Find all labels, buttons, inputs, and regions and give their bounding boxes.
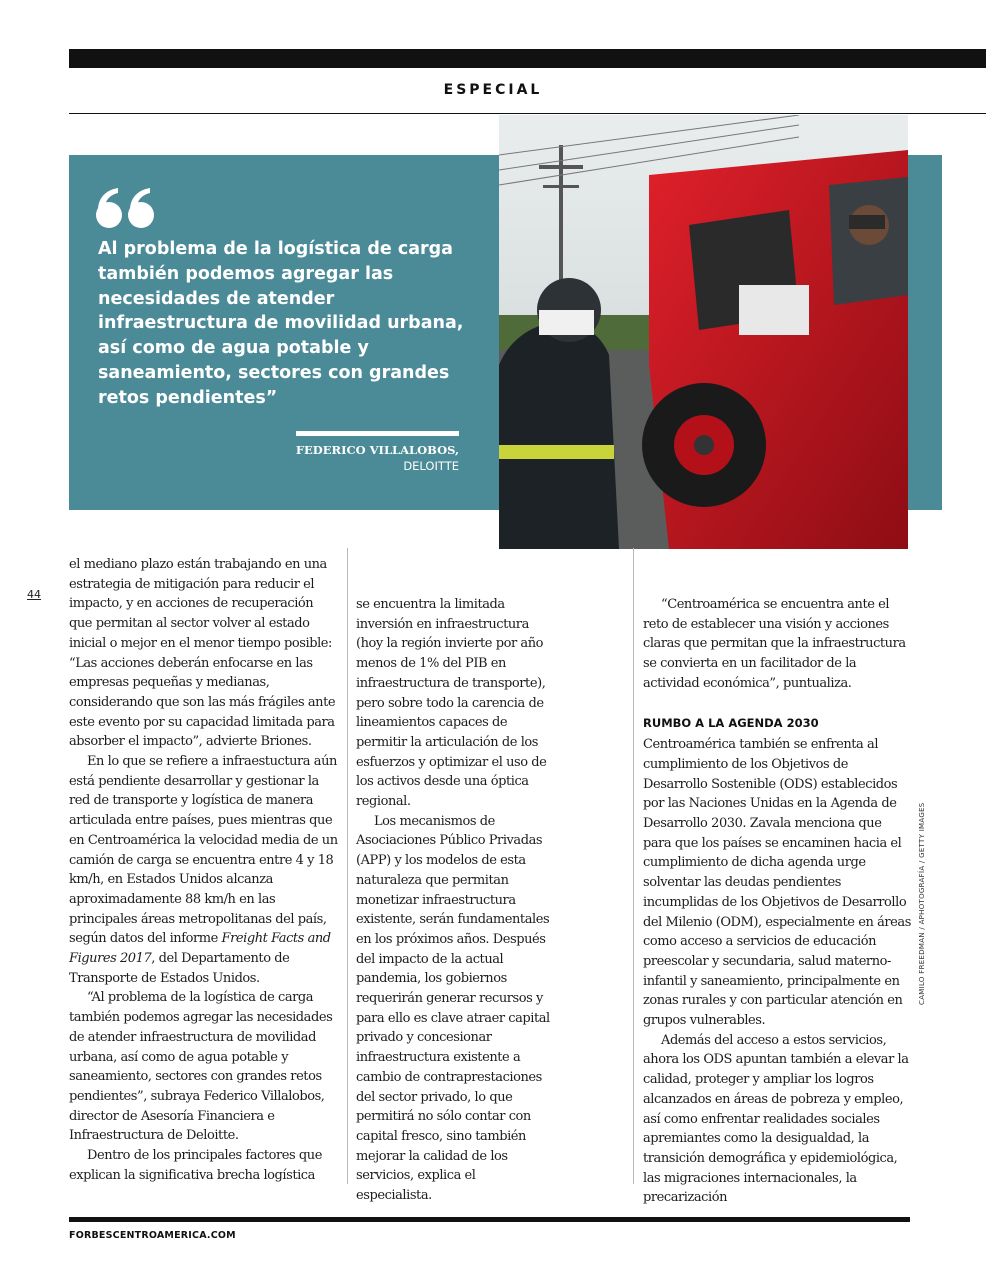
report-title: Freight Facts and Figures 2017 bbox=[69, 931, 331, 967]
col3-paragraph-3: Además del acceso a estos servicios, ahora los ODS apuntan también a elevar la calidad, proteger y ampliar los logros alcanzados en áreas de pobreza y empleo, así como enfrentar realidades sociales apremiantes como la desigualdad, la transición demográfica y epidemiológica, las migraciones internacionales, la precarización bbox=[643, 1032, 909, 1206]
col1-paragraph-2-end: , del Departamento de Transporte de Estados Unidos. bbox=[69, 951, 290, 986]
col1-paragraph-4: Dentro de los principales factores que explican la significativa brecha logística bbox=[69, 1148, 322, 1183]
photo-credit: CAMILO FREEDMAN / APHOTOGRAFÍA / GETTY IMAGES bbox=[918, 802, 926, 1005]
page-number: 44 bbox=[27, 588, 41, 601]
truck-photo bbox=[499, 115, 908, 549]
section-subheading: RUMBO A LA AGENDA 2030 bbox=[643, 715, 819, 730]
col3-paragraph-2: Centroamérica también se enfrenta al cumplimiento de los Objetivos de Desarrollo Sostenible (ODS) establecidos por las Naciones Unidas en la Agenda de Desarrollo 2030. Zavala menciona que para que los países se encaminen hacia el cumplimiento de dicha agenda urge solventar las deudas pendientes incumplidas de los Objetivos de Desarrollo del Milenio (ODM), especialmente en áreas como acceso a servicios de educación preescolar y secundaria, salud materno-infantil y saneamiento, principalmente en zonas rurales y con particular atención en grupos vulnerables. bbox=[643, 737, 911, 1029]
col1-paragraph-2-text: En lo que se refiere a infraestuctura aún está pendiente desarrollar y gestionar la red de transporte y logística de manera articulada entre países, pues mientras que en Centroamérica la velocidad media de un camión de carga se encuentra entre 4 y 18 km/h, en Estados Unidos alcanza aproximadamente 88 km/h en las principales áreas metropolitanas del país, según datos del informe bbox=[69, 754, 338, 947]
footer-rule-bar bbox=[69, 1217, 910, 1222]
pull-quote-text: Al problema de la logística de carga también podemos agregar las necesidades de atender infraestructura de movilidad urbana, así como de agua potable y saneamiento, sectores con grandes retos pendientes” bbox=[98, 239, 464, 408]
col1-paragraph-2 bbox=[69, 752, 339, 988]
footer-site-url: FORBESCENTROAMERICA.COM bbox=[69, 1230, 236, 1241]
quote-mark-icon bbox=[94, 186, 158, 230]
col1-paragraph-1: el mediano plazo están trabajando en una estrategia de mitigación para reducir el impacto, y en acciones de recuperación que permitan al sector volver al estado inicial o mejor en el menor tiempo posible: “Las acciones deberán enfocarse en las empresas pequeñas y medianas, considerando que son las más frágiles ante este evento por su capacidad limitada para absorber el impacto”, advierte Briones. bbox=[69, 557, 336, 750]
col3-paragraph-1: “Centroamérica se encuentra ante el reto de establecer una visión y acciones claras que permitan que la infraestructura se convierta en un facilitador de la actividad económica”, puntualiza. bbox=[643, 597, 906, 691]
col1-paragraph-3: “Al problema de la logística de carga también podemos agregar las necesidades de atender infraestructura de movilidad urbana, así como de agua potable y saneamiento, sectores con grandes retos pendientes”, subraya Federico Villalobos, director de Asesoría Financiera e Infraestructura de Deloitte. bbox=[69, 990, 333, 1144]
section-label: ESPECIAL bbox=[443, 82, 543, 98]
column-divider-2 bbox=[633, 548, 634, 1184]
article-column-2 bbox=[356, 595, 552, 1206]
article-column-3 bbox=[643, 595, 911, 1208]
pull-quote-author: FEDERICO VILLALOBOS, bbox=[295, 443, 459, 457]
col2-paragraph-1: se encuentra la limitada inversión en infraestructura (hoy la región invierte por año menos de 1% del PIB en infraestructura de transporte), pero sobre todo la carencia de lineamientos capaces de permitir la articulación de los esfuerzos y optimizar el uso de los activos desde una óptica regional. bbox=[356, 597, 547, 810]
article-column-1 bbox=[69, 555, 339, 1186]
top-rule-bar bbox=[69, 49, 986, 68]
column-divider-1 bbox=[347, 548, 348, 1184]
header-thin-rule bbox=[69, 113, 986, 114]
col2-paragraph-2: Los mecanismos de Asociaciones Público Privadas (APP) y los modelos de esta naturaleza que permitan monetizar infraestructura existente, serán fundamentales en los próximos años. Después del impacto de la actual pandemia, los gobiernos requerirán generar recursos y para ello es clave atraer capital privado y concesionar infraestructura existente a cambio de contraprestaciones del sector privado, lo que permitirá no sólo contar con capital fresco, sino también mejorar la calidad de los servicios, explica el especialista. bbox=[356, 813, 550, 1204]
pull-quote-rule bbox=[296, 431, 459, 436]
pull-quote-organization: DELOITTE bbox=[403, 459, 459, 473]
